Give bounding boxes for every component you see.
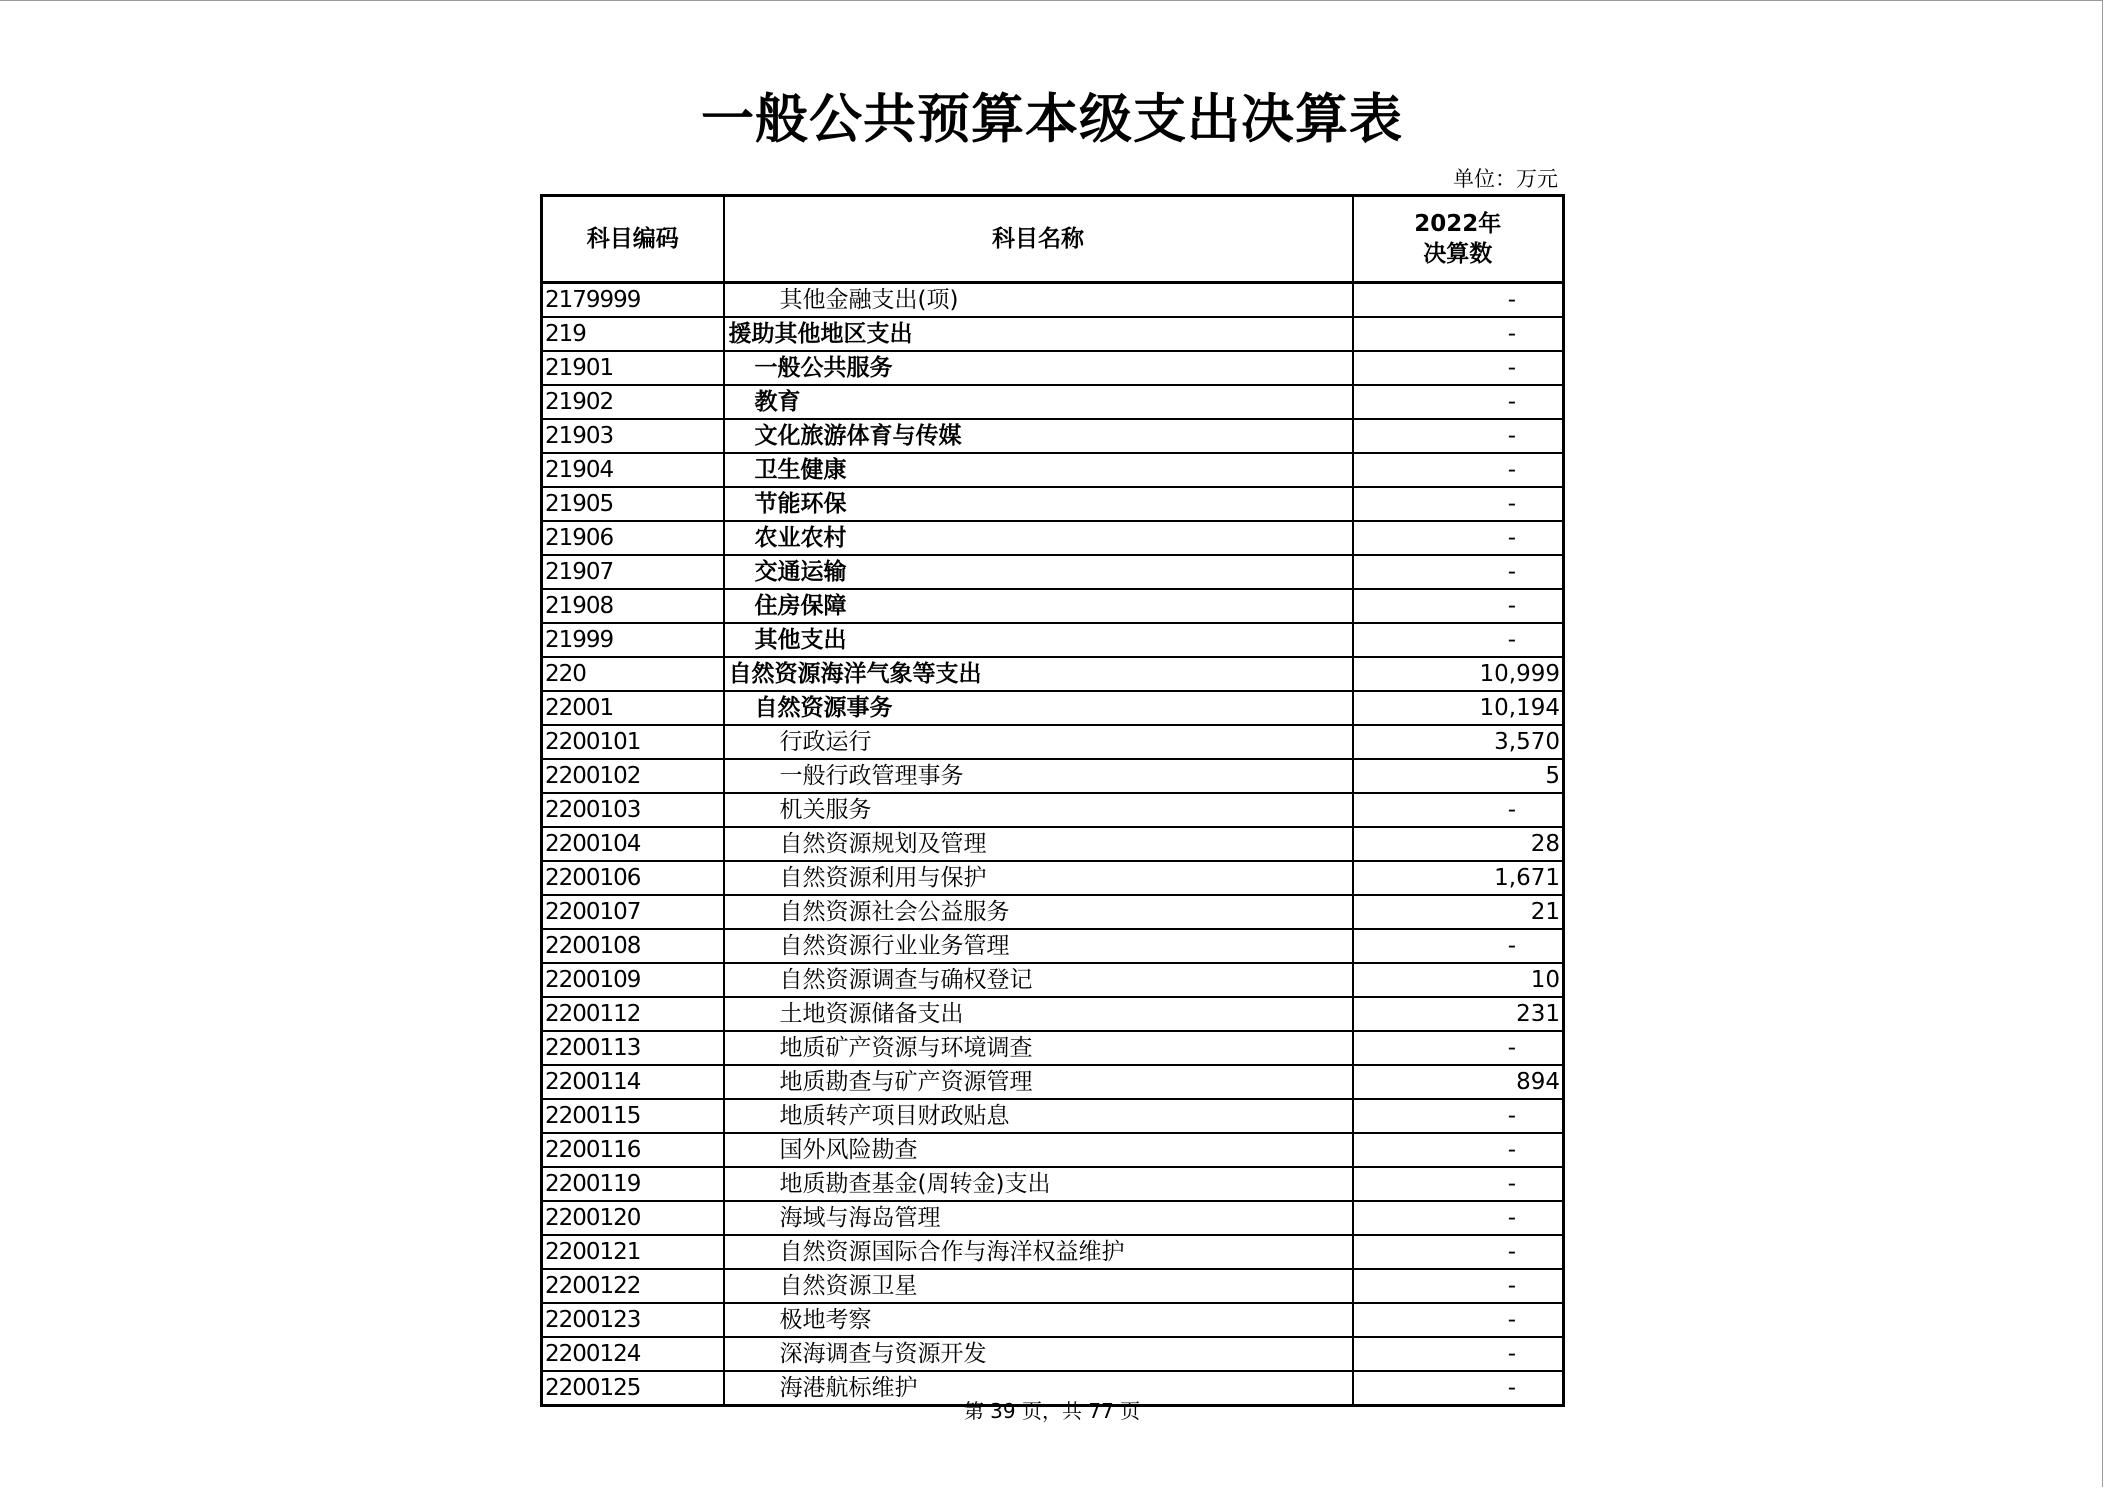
row-name: 交通运输: [724, 555, 1353, 589]
table-row: [542, 1303, 1564, 1337]
table-row: [542, 691, 1564, 725]
row-code: 2200102: [542, 759, 724, 793]
row-name: 自然资源国际合作与海洋权益维护: [724, 1235, 1353, 1269]
row-name: 一般公共服务: [724, 351, 1353, 385]
table-row: [542, 1269, 1564, 1303]
row-name: 土地资源储备支出: [724, 997, 1353, 1031]
row-value: -: [1353, 487, 1564, 521]
table-row: [542, 283, 1564, 318]
row-value: 5: [1353, 759, 1564, 793]
row-code: 2200112: [542, 997, 724, 1031]
row-value: -: [1353, 1167, 1564, 1201]
row-name: 其他金融支出(项): [724, 283, 1353, 318]
row-value: -: [1353, 453, 1564, 487]
row-value: 1,671: [1353, 861, 1564, 895]
row-name: 节能环保: [724, 487, 1353, 521]
table-row: [542, 487, 1564, 521]
row-name: 自然资源事务: [724, 691, 1353, 725]
row-code: 21903: [542, 419, 724, 453]
row-name: 自然资源卫星: [724, 1269, 1353, 1303]
header-code: 科目编码: [542, 196, 724, 283]
table-row: [542, 1235, 1564, 1269]
row-value: -: [1353, 1303, 1564, 1337]
row-value: -: [1353, 317, 1564, 351]
row-code: 2200104: [542, 827, 724, 861]
table-row: [542, 929, 1564, 963]
row-code: 2200108: [542, 929, 724, 963]
page-footer: 第 39 页，共 77 页: [963, 1399, 1141, 1423]
row-value: -: [1353, 351, 1564, 385]
row-value: 894: [1353, 1065, 1564, 1099]
row-name: 自然资源行业业务管理: [724, 929, 1353, 963]
budget-table: [540, 194, 1565, 1407]
table-row: [542, 997, 1564, 1031]
table-row: [542, 351, 1564, 385]
row-code: 2200113: [542, 1031, 724, 1065]
row-name: 行政运行: [724, 725, 1353, 759]
row-code: 21904: [542, 453, 724, 487]
table-row: [542, 521, 1564, 555]
table-row: [542, 1031, 1564, 1065]
table-row: [542, 963, 1564, 997]
row-value: 28: [1353, 827, 1564, 861]
table-body: [542, 283, 1564, 1406]
row-code: 219: [542, 317, 724, 351]
row-name: 自然资源社会公益服务: [724, 895, 1353, 929]
row-code: 220: [542, 657, 724, 691]
table-row: [542, 657, 1564, 691]
table-row: [542, 623, 1564, 657]
row-code: 21999: [542, 623, 724, 657]
row-value: -: [1353, 589, 1564, 623]
row-value: -: [1353, 1235, 1564, 1269]
row-name: 海域与海岛管理: [724, 1201, 1353, 1235]
row-code: 2200107: [542, 895, 724, 929]
row-value: 231: [1353, 997, 1564, 1031]
row-code: 21908: [542, 589, 724, 623]
row-name: 地质矿产资源与环境调查: [724, 1031, 1353, 1065]
header-name: 科目名称: [724, 196, 1353, 283]
table-row: [542, 793, 1564, 827]
table-row: [542, 1167, 1564, 1201]
table-row: [542, 1201, 1564, 1235]
row-value: -: [1353, 1099, 1564, 1133]
row-name: 国外风险勘查: [724, 1133, 1353, 1167]
row-name: 文化旅游体育与传媒: [724, 419, 1353, 453]
row-name: 地质勘查与矿产资源管理: [724, 1065, 1353, 1099]
table-row: [542, 861, 1564, 895]
row-value: 10,999: [1353, 657, 1564, 691]
row-code: 2200124: [542, 1337, 724, 1371]
row-value: -: [1353, 793, 1564, 827]
table-row: [542, 1337, 1564, 1371]
row-value: -: [1353, 419, 1564, 453]
row-code: 2200114: [542, 1065, 724, 1099]
header-value-label: 决算数: [1423, 241, 1493, 267]
row-code: 21906: [542, 521, 724, 555]
row-name: 住房保障: [724, 589, 1353, 623]
row-code: 2200120: [542, 1201, 724, 1235]
row-name: 自然资源利用与保护: [724, 861, 1353, 895]
row-code: 22001: [542, 691, 724, 725]
row-name: 一般行政管理事务: [724, 759, 1353, 793]
table-row: [542, 725, 1564, 759]
row-name: 海港航标维护: [724, 1371, 1353, 1406]
row-name: 自然资源调查与确权登记: [724, 963, 1353, 997]
row-name: 其他支出: [724, 623, 1353, 657]
row-code: 2200121: [542, 1235, 724, 1269]
row-code: 2200125: [542, 1371, 724, 1406]
row-value: -: [1353, 623, 1564, 657]
row-name: 地质勘查基金(周转金)支出: [724, 1167, 1353, 1201]
table-row: [542, 827, 1564, 861]
row-name: 地质转产项目财政贴息: [724, 1099, 1353, 1133]
row-name: 机关服务: [724, 793, 1353, 827]
table-row: [542, 317, 1564, 351]
table-header-row: [542, 196, 1564, 283]
unit-label: 单位：万元: [1453, 167, 1558, 191]
row-code: 2200122: [542, 1269, 724, 1303]
table-row: [542, 385, 1564, 419]
row-code: 2200115: [542, 1099, 724, 1133]
row-name: 农业农村: [724, 521, 1353, 555]
row-name: 教育: [724, 385, 1353, 419]
row-name: 深海调查与资源开发: [724, 1337, 1353, 1371]
row-value: -: [1353, 1133, 1564, 1167]
row-value: -: [1353, 929, 1564, 963]
row-code: 21907: [542, 555, 724, 589]
row-name: 卫生健康: [724, 453, 1353, 487]
row-value: -: [1353, 385, 1564, 419]
table-row: [542, 589, 1564, 623]
row-value: -: [1353, 1201, 1564, 1235]
table-row: [542, 453, 1564, 487]
row-value: 10: [1353, 963, 1564, 997]
table-row: [542, 1065, 1564, 1099]
row-name: 极地考察: [724, 1303, 1353, 1337]
row-value: -: [1353, 283, 1564, 318]
row-name: 自然资源海洋气象等支出: [724, 657, 1353, 691]
row-code: 2200109: [542, 963, 724, 997]
row-value: -: [1353, 1031, 1564, 1065]
table-row: [542, 1133, 1564, 1167]
row-code: 21905: [542, 487, 724, 521]
row-value: -: [1353, 1269, 1564, 1303]
row-code: 2179999: [542, 283, 724, 318]
header-value: [1353, 196, 1564, 283]
table-row: [542, 555, 1564, 589]
table-row: [542, 895, 1564, 929]
row-code: 2200103: [542, 793, 724, 827]
row-code: 2200101: [542, 725, 724, 759]
row-code: 2200119: [542, 1167, 724, 1201]
table-row: [542, 759, 1564, 793]
row-value: -: [1353, 521, 1564, 555]
row-code: 21902: [542, 385, 724, 419]
row-value: -: [1353, 1371, 1564, 1406]
row-code: 21901: [542, 351, 724, 385]
row-code: 2200123: [542, 1303, 724, 1337]
row-value: 3,570: [1353, 725, 1564, 759]
row-value: 10,194: [1353, 691, 1564, 725]
row-value: -: [1353, 555, 1564, 589]
row-value: -: [1353, 1337, 1564, 1371]
row-code: 2200106: [542, 861, 724, 895]
row-value: 21: [1353, 895, 1564, 929]
header-value-year: 2022年: [1414, 211, 1502, 237]
table-row: [542, 1099, 1564, 1133]
row-name: 自然资源规划及管理: [724, 827, 1353, 861]
row-code: 2200116: [542, 1133, 724, 1167]
table-row: [542, 419, 1564, 453]
row-name: 援助其他地区支出: [724, 317, 1353, 351]
page-title: 一般公共预算本级支出决算表: [701, 89, 1403, 150]
